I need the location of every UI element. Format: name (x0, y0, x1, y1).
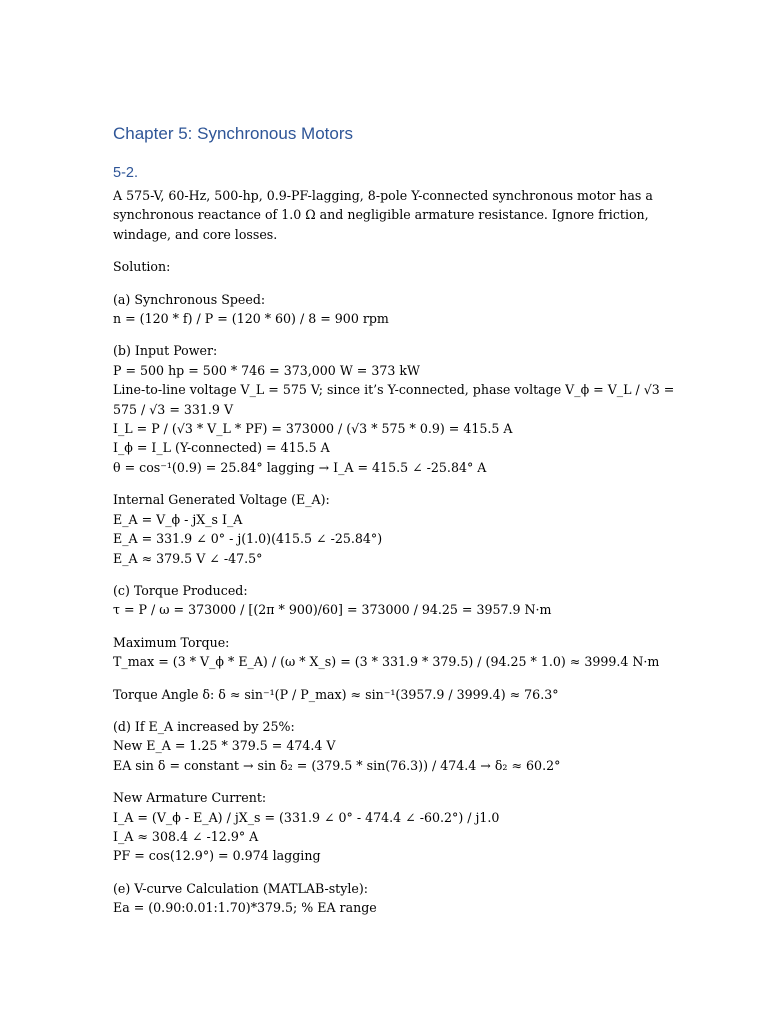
solution-paragraph (113, 341, 675, 477)
solution-line: τ = P / ω = 373000 / [(2π * 900)/60] = 373000 / 94.25 = 3957.9 N·m (113, 602, 552, 618)
solution-line: n = (120 * f) / P = (120 * 60) / 8 = 900 rpm (113, 311, 389, 327)
solution-line: θ = cos⁻¹(0.9) = 25.84° lagging → I_A = 415.5 ∠ -25.84° A (113, 459, 487, 475)
problem-statement-line: windage, and core losses. (113, 226, 278, 242)
solution-line: (d) If E_A increased by 25%: (113, 718, 295, 734)
chapter-title: Chapter 5: Synchronous Motors (113, 124, 354, 143)
solution-line: Maximum Torque: (113, 634, 230, 650)
solution-line: E_A = 331.9 ∠ 0° - j(1.0)(415.5 ∠ -25.84°) (113, 531, 383, 547)
problem-statement-line: synchronous reactance of 1.0 Ω and negligible armature resistance. Ignore friction, (113, 207, 649, 223)
solution-paragraph (113, 717, 653, 775)
solution-line: I_A ≈ 308.4 ∠ -12.9° A (113, 828, 259, 844)
solution-line: Torque Angle δ: δ ≈ sin⁻¹(P / P_max) ≈ sin⁻¹(3957.9 / 3999.4) ≈ 76.3° (113, 686, 559, 702)
solution-line: E_A ≈ 379.5 V ∠ -47.5° (113, 550, 263, 566)
solution-line: Solution: (113, 259, 171, 275)
solution-paragraph (113, 490, 653, 568)
solution-line: P = 500 hp = 500 * 746 = 373,000 W = 373 kW (113, 362, 420, 378)
problem-number: 5-2. (113, 165, 138, 181)
solution-paragraph (113, 290, 653, 329)
solution-line: (c) Torque Produced: (113, 582, 248, 598)
solution-line: E_A = V_ϕ - jX_s I_A (113, 511, 243, 527)
solution-line: (e) V-curve Calculation (MATLAB-style): (113, 880, 368, 896)
solution-line: New E_A = 1.25 * 379.5 = 474.4 V (113, 738, 336, 754)
solution-paragraph (113, 633, 660, 672)
solution-line: (b) Input Power: (113, 343, 218, 359)
solution-line: Internal Generated Voltage (E_A): (113, 492, 330, 508)
solution-line: New Armature Current: (113, 790, 267, 806)
solution-line: 575 / √3 = 331.9 V (113, 401, 234, 417)
solution-line: I_A = (V_ϕ - E_A) / jX_s = (331.9 ∠ 0° - 474.4 ∠ -60.2°) / j1.0 (113, 809, 500, 825)
solution-paragraph (113, 581, 653, 620)
solution-paragraph (113, 685, 653, 704)
solution-paragraph (113, 879, 653, 918)
solution-line: I_ϕ = I_L (Y-connected) = 415.5 A (113, 440, 330, 456)
problem-statement-line: A 575-V, 60-Hz, 500-hp, 0.9-PF-lagging, 8-pole Y-connected synchronous motor has a (113, 188, 653, 203)
document-page (113, 122, 675, 931)
solution-line: PF = cos(12.9°) = 0.974 lagging (113, 848, 321, 864)
solution-line: Line-to-line voltage V_L = 575 V; since it’s Y-connected, phase voltage V_ϕ = V_L / √3 = (113, 382, 675, 398)
problem-statement (113, 186, 653, 244)
solution-line: (a) Synchronous Speed: (113, 291, 266, 307)
solution-line: Ea = (0.90:0.01:1.70)*379.5; % EA range (113, 900, 377, 916)
solution-body (113, 257, 675, 917)
solution-paragraph (113, 257, 653, 276)
solution-paragraph (113, 788, 653, 866)
solution-line: I_L = P / (√3 * V_L * PF) = 373000 / (√3 * 575 * 0.9) = 415.5 A (113, 421, 513, 437)
solution-line: EA sin δ = constant → sin δ₂ = (379.5 * sin(76.3)) / 474.4 → δ₂ ≈ 60.2° (113, 757, 561, 773)
solution-line: T_max = (3 * V_ϕ * E_A) / (ω * X_s) = (3 * 331.9 * 379.5) / (94.25 * 1.0) ≈ 3999.4 N·m (113, 654, 660, 670)
